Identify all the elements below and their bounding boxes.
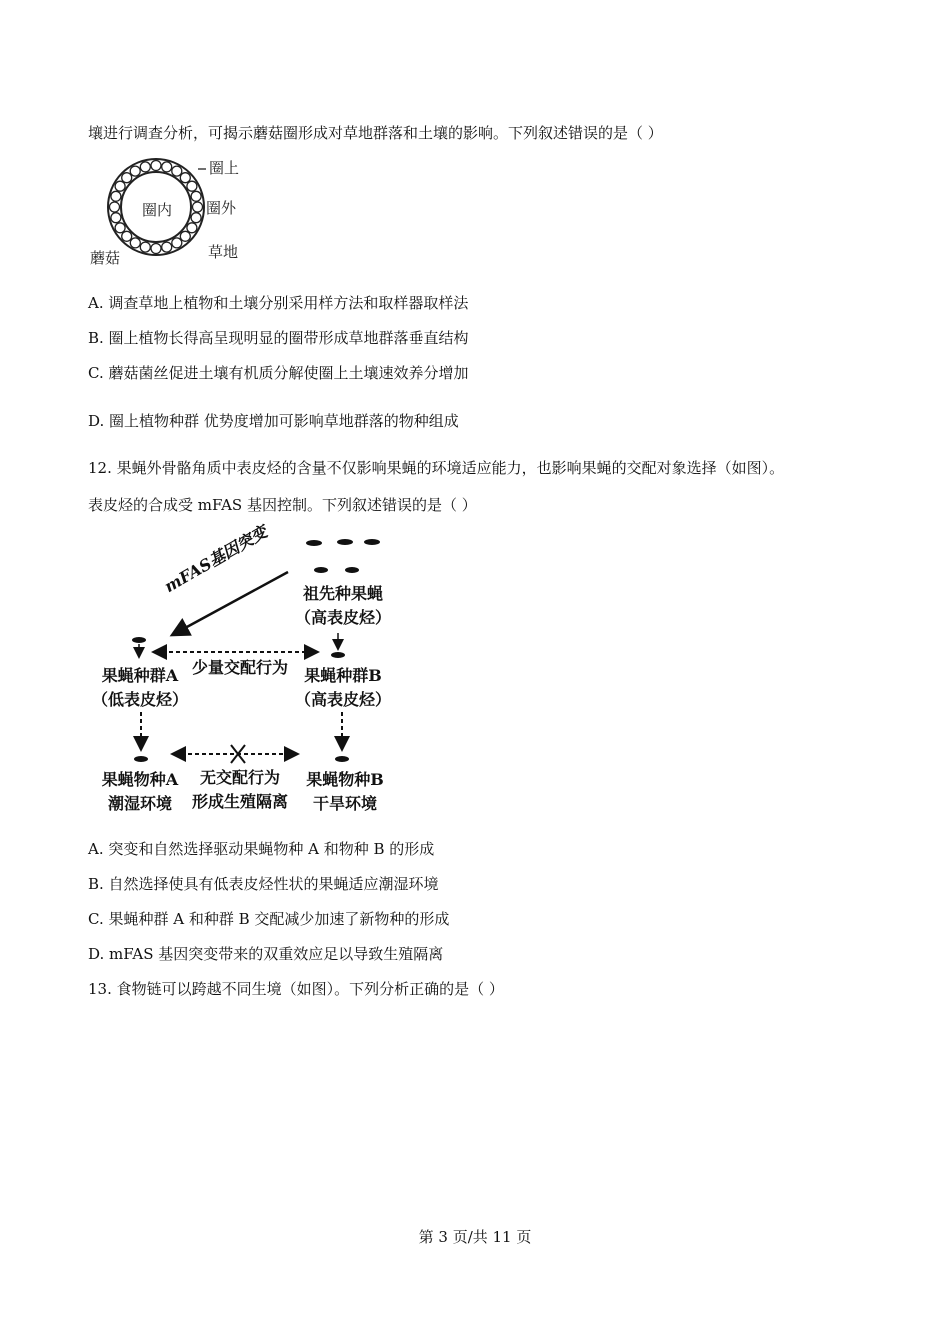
mushroom-dot xyxy=(180,231,190,241)
q11-option-a: A. 调查草地上植物和土壤分别采用样方法和取样器取样法 xyxy=(88,294,469,312)
q12-option-c: C. 果蝇种群 A 和种群 B 交配减少加速了新物种的形成 xyxy=(88,910,450,928)
mushroom-dot xyxy=(151,161,161,171)
label-species-b: 果蝇物种B 干旱环境 xyxy=(306,770,384,813)
label-no-mating: 无交配行为 形成生殖隔离 xyxy=(191,768,288,811)
mushroom-ring-figure xyxy=(88,155,258,270)
mushroom-dot xyxy=(111,213,121,223)
mushroom-dot xyxy=(191,213,201,223)
q12-stem-line1: 12. 果蝇外骨骼角质中表皮烃的含量不仅影响果蝇的环境适应能力，也影响果蝇的交配对象选择（如图）。 xyxy=(88,459,785,477)
mushroom-dot xyxy=(140,242,150,252)
q11-option-b: B. 圈上植物长得高呈现明显的圈带形成草地群落垂直结构 xyxy=(88,329,469,347)
mushroom-dot xyxy=(191,191,201,201)
q11-option-c: C. 蘑菇菌丝促进土壤有机质分解使圈上土壤速效养分增加 xyxy=(88,364,469,382)
mushroom-dot xyxy=(111,191,121,201)
q13-stem: 13. 食物链可以跨越不同生境（如图）。下列分析正确的是（ ） xyxy=(88,980,504,998)
mushroom-dot xyxy=(140,162,150,172)
page-number: 第 3 页/共 11 页 xyxy=(418,1228,532,1246)
label-population-b: 果蝇种群B （高表皮烃） xyxy=(294,666,391,709)
q12-option-a: A. 突变和自然选择驱动果蝇物种 A 和物种 B 的形成 xyxy=(88,840,435,858)
mushroom-dot xyxy=(115,181,125,191)
label-mfas-mutation: mFAS基因突变 xyxy=(161,522,271,597)
mushroom-dot xyxy=(130,238,140,248)
mushroom-dot xyxy=(110,202,120,212)
label-little-mating: 少量交配行为 xyxy=(191,658,288,677)
label-ring-outside: 圈外 xyxy=(206,199,237,217)
label-species-a: 果蝇物种A 潮湿环境 xyxy=(101,770,179,813)
mushroom-dot xyxy=(187,181,197,191)
mushroom-dot xyxy=(187,223,197,233)
label-ring-on: 圈上 xyxy=(209,159,240,177)
mushroom-dot xyxy=(115,223,125,233)
label-ring-inside: 圈内 xyxy=(142,201,173,219)
label-grassland: 草地 xyxy=(208,243,239,261)
label-population-a: 果蝇种群A （低表皮烃） xyxy=(91,666,188,709)
q11-option-d: D. 圈上植物种群 优势度增加可影响草地群落的物种组成 xyxy=(88,412,459,430)
q12-stem-line2: 表皮烃的合成受 mFAS 基因控制。下列叙述错误的是（ ） xyxy=(88,496,477,514)
mushroom-dot xyxy=(151,244,161,254)
mushroom-dot xyxy=(180,173,190,183)
mushroom-dot xyxy=(193,202,203,212)
q12-option-b: B. 自然选择使具有低表皮烃性状的果蝇适应潮湿环境 xyxy=(88,875,439,893)
mushroom-dot xyxy=(130,166,140,176)
q11-stem: 壤进行调查分析，可揭示蘑菇圈形成对草地群落和土壤的影响。下列叙述错误的是（ ） xyxy=(88,124,663,142)
q12-option-d: D. mFAS 基因突变带来的双重效应足以导致生殖隔离 xyxy=(88,945,444,963)
mushroom-dot xyxy=(172,238,182,248)
mushroom-dot xyxy=(162,162,172,172)
mushroom-dot xyxy=(122,173,132,183)
fruitfly-speciation-figure xyxy=(88,522,398,820)
mushroom-dot xyxy=(162,242,172,252)
label-mushroom: 蘑菇 xyxy=(90,249,121,267)
mushroom-dot xyxy=(122,231,132,241)
mushroom-dot xyxy=(172,166,182,176)
label-ancestor: 祖先种果蝇 （高表皮烃） xyxy=(294,584,391,627)
